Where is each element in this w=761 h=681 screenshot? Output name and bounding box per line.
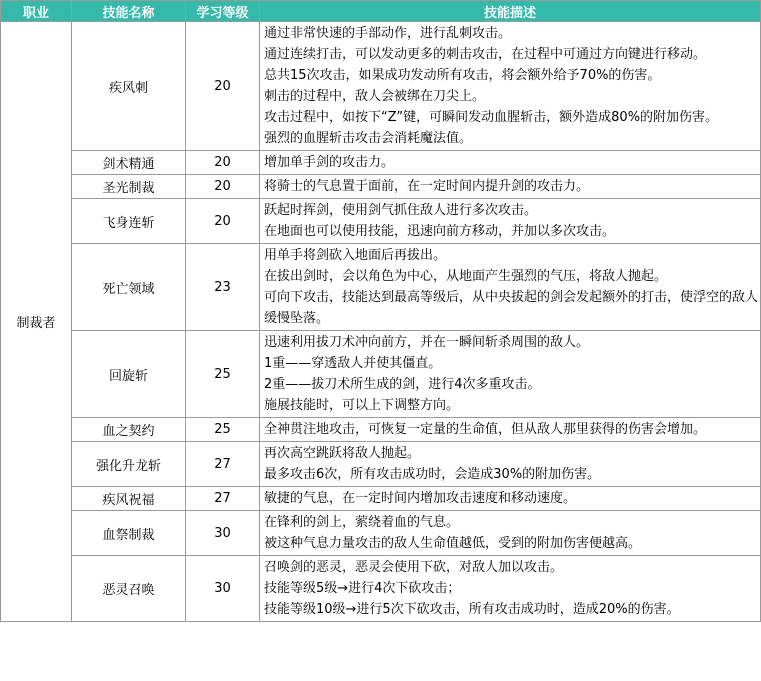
description-line: 最多攻击6次，所有攻击成功时，会造成30%的附加伤害。 bbox=[264, 467, 601, 482]
description-line: 将骑士的气息置于面前，在一定时间内提升剑的攻击力。 bbox=[264, 179, 590, 194]
description-line: 用单手将剑砍入地面后再拔出。 bbox=[264, 248, 447, 263]
skill-name-cell: 疾风刺 bbox=[72, 22, 186, 151]
description-line: 攻击过程中，如按下“Z”键，可瞬间发动血腥斩击，额外造成80%的附加伤害。 bbox=[264, 110, 719, 125]
skill-name-cell: 圣光制裁 bbox=[72, 175, 186, 199]
level-cell: 20 bbox=[186, 199, 260, 244]
level-cell: 30 bbox=[186, 556, 260, 622]
description-cell bbox=[260, 556, 761, 622]
table-row bbox=[1, 151, 761, 175]
level-cell: 20 bbox=[186, 151, 260, 175]
description-line: 增加单手剑的攻击力。 bbox=[264, 155, 395, 170]
description-line: 施展技能时，可以上下调整方向。 bbox=[264, 398, 460, 413]
table-row bbox=[1, 175, 761, 199]
table-row bbox=[1, 199, 761, 244]
description-cell bbox=[260, 22, 761, 151]
description-cell bbox=[260, 199, 761, 244]
description-line: 在拔出剑时，会以角色为中心，从地面产生强烈的气压，将敌人抛起。 bbox=[264, 269, 668, 284]
level-cell: 23 bbox=[186, 244, 260, 331]
description-line: 被这种气息力量攻击的敌人生命值越低，受到的附加伤害便越高。 bbox=[264, 536, 642, 551]
table-row bbox=[1, 487, 761, 511]
description-line: 再次高空跳跃将敌人抛起。 bbox=[264, 446, 421, 461]
table-row bbox=[1, 442, 761, 487]
description-line: 召唤剑的恶灵，恶灵会使用下砍，对敌人加以攻击。 bbox=[264, 560, 564, 575]
header-level: 学习等级 bbox=[186, 1, 260, 22]
table-row bbox=[1, 331, 761, 418]
header-class: 职业 bbox=[1, 1, 72, 22]
table-row bbox=[1, 22, 761, 151]
table-row bbox=[1, 556, 761, 622]
skill-name-cell: 死亡领域 bbox=[72, 244, 186, 331]
header-description: 技能描述 bbox=[260, 1, 761, 22]
description-cell bbox=[260, 175, 761, 199]
description-cell bbox=[260, 487, 761, 511]
level-cell: 20 bbox=[186, 175, 260, 199]
header-skill-name: 技能名称 bbox=[72, 1, 186, 22]
level-cell: 20 bbox=[186, 22, 260, 151]
description-cell bbox=[260, 244, 761, 331]
skill-name-cell: 血祭制裁 bbox=[72, 511, 186, 556]
skill-name-cell: 疾风祝福 bbox=[72, 487, 186, 511]
header-row bbox=[1, 1, 761, 22]
description-line: 总共15次攻击，如果成功发动所有攻击，将会额外给予70%的伤害。 bbox=[264, 68, 661, 83]
table-row bbox=[1, 418, 761, 442]
skill-name-cell: 飞身连斩 bbox=[72, 199, 186, 244]
description-cell bbox=[260, 511, 761, 556]
description-line: 可向下攻击，技能达到最高等级后，从中央拔起的剑会发起额外的打击，使浮空的敌人缓慢坠落。 bbox=[264, 290, 759, 326]
class-cell: 制裁者 bbox=[1, 22, 72, 622]
description-line: 1重——穿透敌人并使其僵直。 bbox=[264, 356, 442, 371]
description-cell bbox=[260, 418, 761, 442]
description-cell bbox=[260, 151, 761, 175]
table-row bbox=[1, 244, 761, 331]
table-body bbox=[1, 22, 761, 622]
level-cell: 27 bbox=[186, 442, 260, 487]
level-cell: 30 bbox=[186, 511, 260, 556]
description-line: 强烈的血腥斩击攻击会消耗魔法值。 bbox=[264, 131, 473, 146]
description-line: 迅速利用拔刀术冲向前方，并在一瞬间斩杀周围的敌人。 bbox=[264, 335, 590, 350]
table-row bbox=[1, 511, 761, 556]
description-line: 全神贯注地攻击，可恢复一定量的生命值，但从敌人那里获得的伤害会增加。 bbox=[264, 422, 707, 437]
level-cell: 25 bbox=[186, 331, 260, 418]
description-line: 刺击的过程中，敌人会被绑在刀尖上。 bbox=[264, 89, 486, 104]
description-line: 敏捷的气息，在一定时间内增加攻击速度和移动速度。 bbox=[264, 491, 577, 506]
description-line: 跃起时挥剑，使用剑气抓住敌人进行多次攻击。 bbox=[264, 203, 538, 218]
skill-name-cell: 恶灵召唤 bbox=[72, 556, 186, 622]
skill-name-cell: 强化升龙斩 bbox=[72, 442, 186, 487]
description-cell bbox=[260, 442, 761, 487]
description-line: 技能等级10级→进行5次下砍攻击，所有攻击成功时，造成20%的伤害。 bbox=[264, 602, 680, 617]
description-line: 通过非常快速的手部动作，进行乱刺攻击。 bbox=[264, 26, 512, 41]
level-cell: 27 bbox=[186, 487, 260, 511]
description-line: 在地面也可以使用技能，迅速向前方移动，并加以多次攻击。 bbox=[264, 224, 616, 239]
level-cell: 25 bbox=[186, 418, 260, 442]
description-line: 通过连续打击，可以发动更多的刺击攻击，在过程中可通过方向键进行移动。 bbox=[264, 47, 707, 62]
description-line: 技能等级5级→进行4次下砍攻击； bbox=[264, 581, 461, 596]
skill-name-cell: 血之契约 bbox=[72, 418, 186, 442]
skill-name-cell: 剑术精通 bbox=[72, 151, 186, 175]
skill-name-cell: 回旋斩 bbox=[72, 331, 186, 418]
description-line: 在锋利的剑上，萦绕着血的气息。 bbox=[264, 515, 460, 530]
description-cell bbox=[260, 331, 761, 418]
description-line: 2重——拔刀术所生成的剑，进行4次多重攻击。 bbox=[264, 377, 541, 392]
